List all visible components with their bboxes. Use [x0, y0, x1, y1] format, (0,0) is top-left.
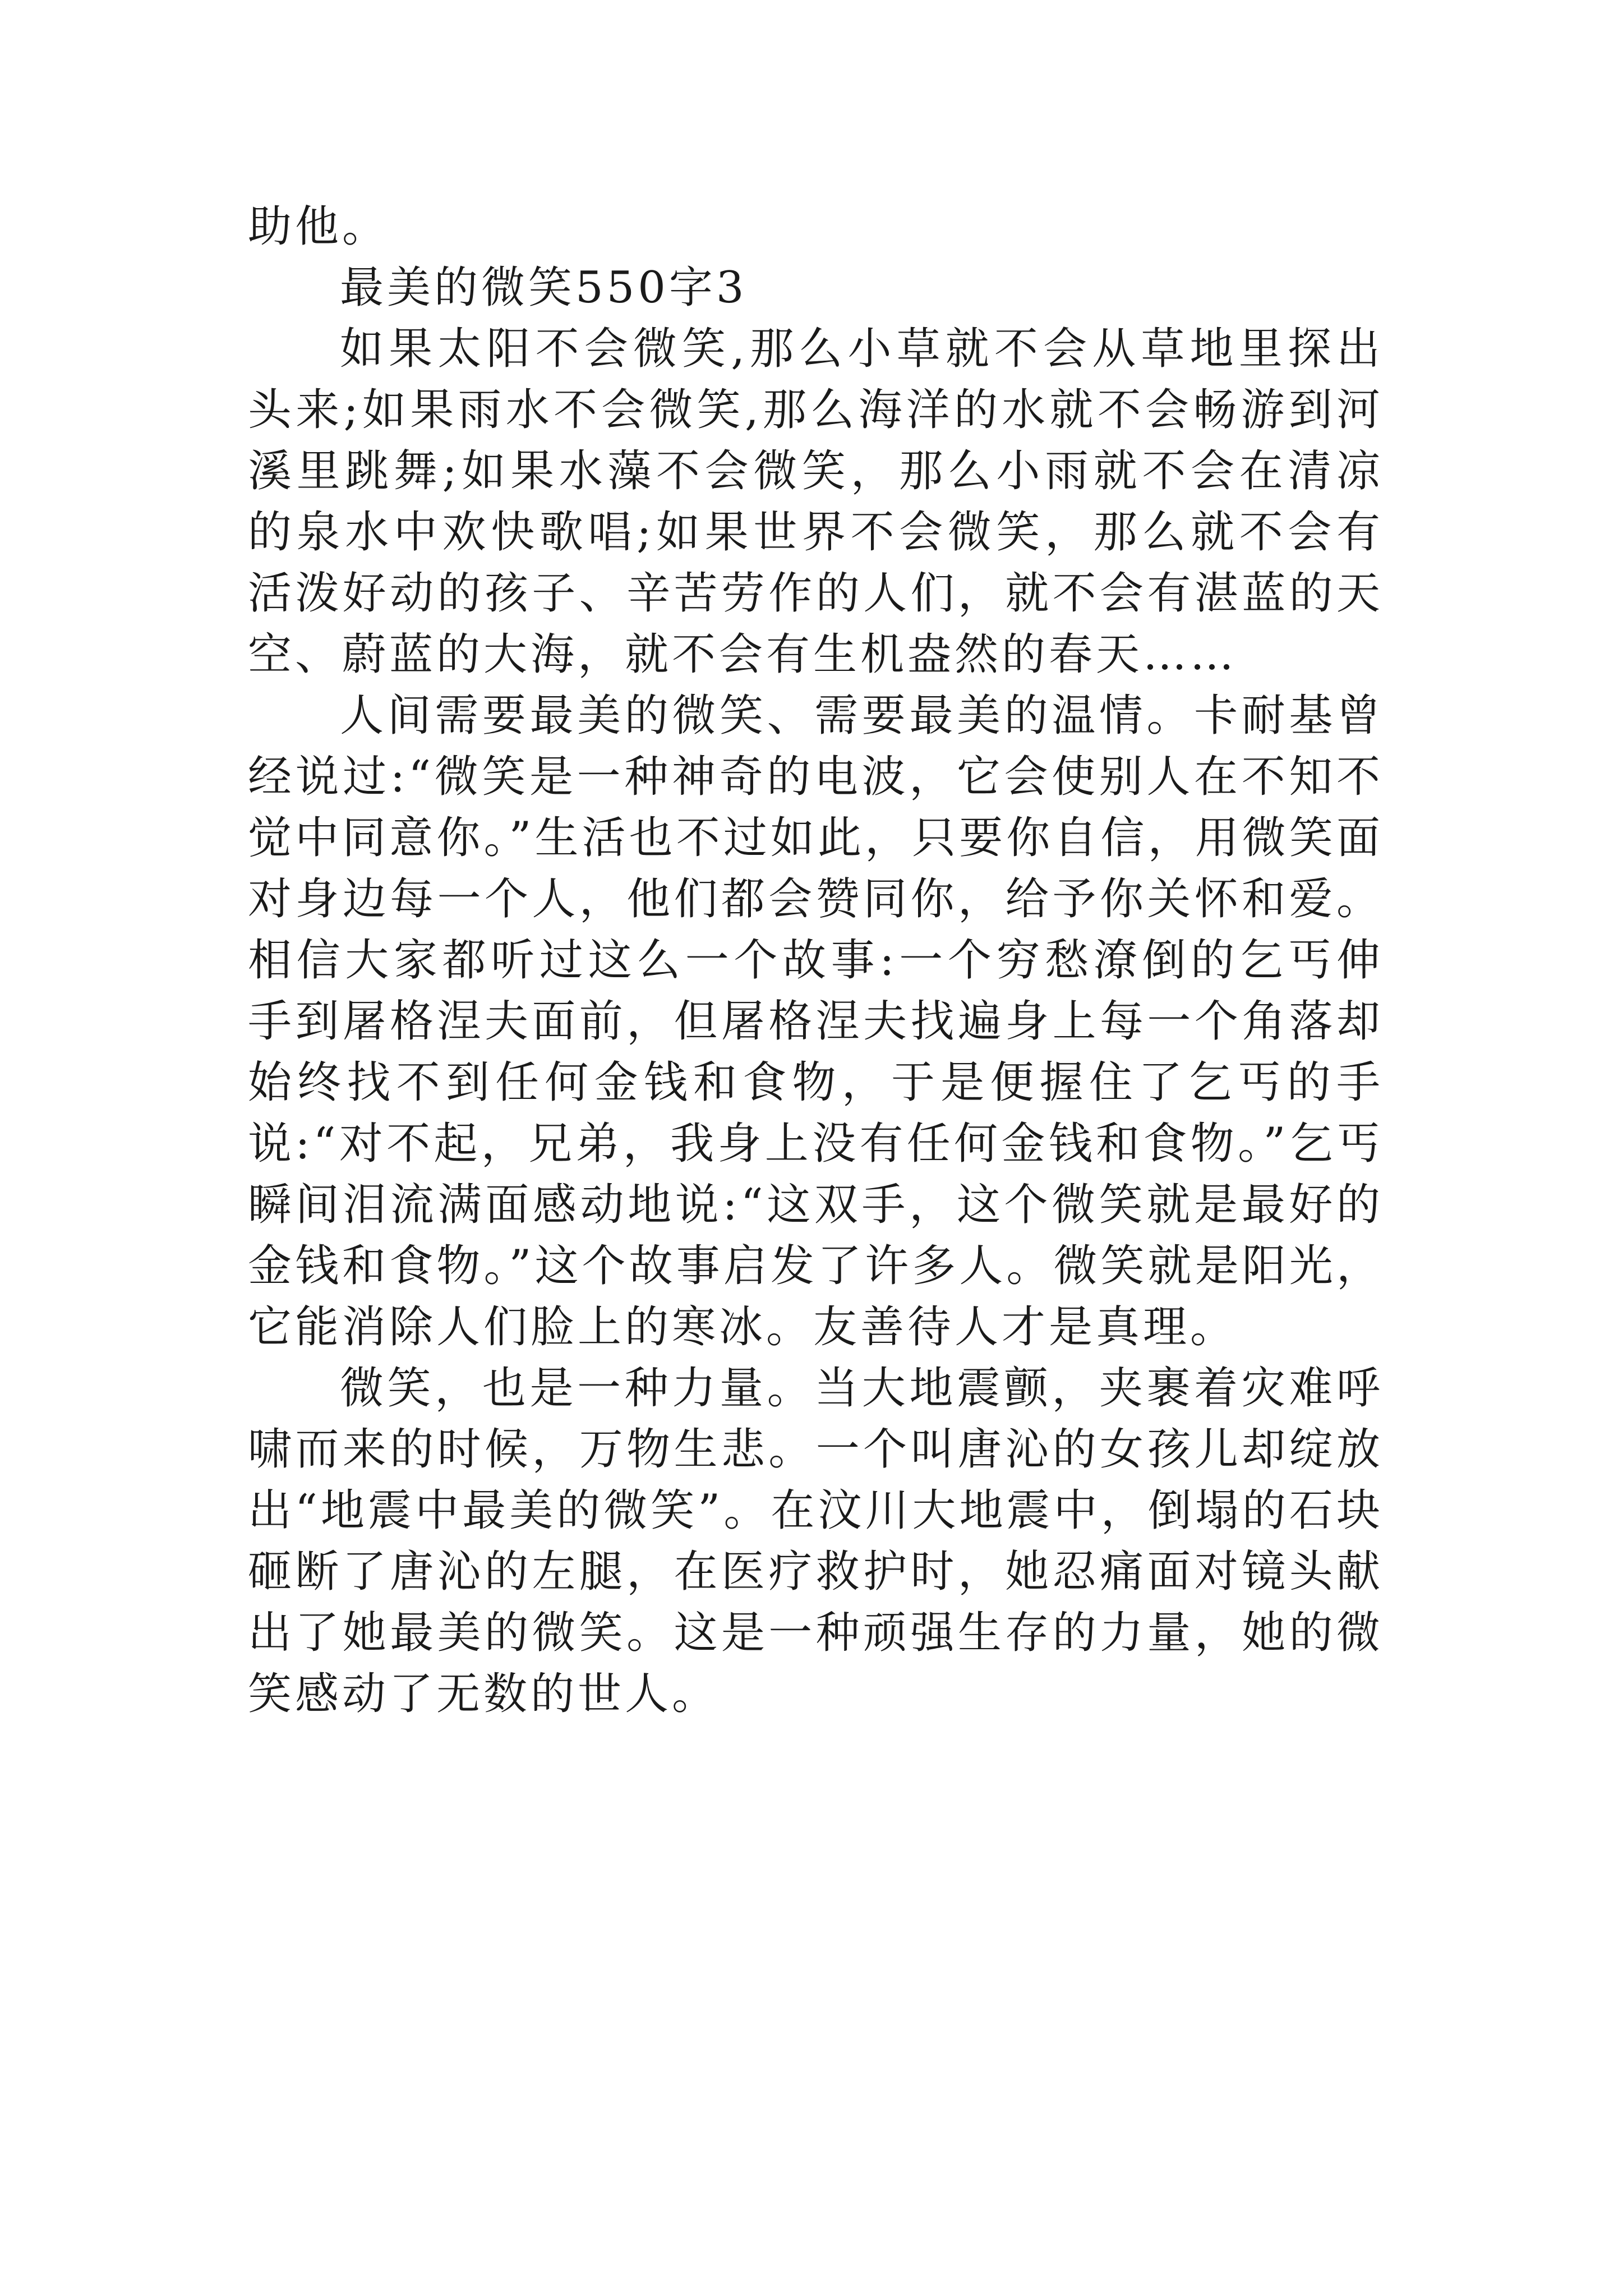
document-body	[248, 196, 1384, 1725]
paragraph-3: 微笑，也是一种力量。当大地震颤，夹裹着灾难呼啸而来的时候，万物生悲。一个叫唐沁的女孩儿却绽放出“地震中最美的微笑”。在汶川大地震中，倒塌的石块砸断了唐沁的左腿，在医疗救护时，她忍痛面对镜头献出了她最美的微笑。这是一种顽强生存的力量，她的微笑感动了无数的世人。	[248, 1363, 1384, 1719]
paragraph-2: 人间需要最美的微笑、需要最美的温情。卡耐基曾经说过:“微笑是一种神奇的电波，它会使别人在不知不觉中同意你。”生活也不过如此，只要你自信，用微笑面对身边每一个人，他们都会赞同你，给予你关怀和爱。相信大家都听过这么一个故事:一个穷愁潦倒的乞丐伸手到屠格涅夫面前，但屠格涅夫找遍身上每一个角落却始终找不到任何金钱和食物，于是便握住了乞丐的手说:“对不起，兄弟，我身上没有任何金钱和食物。”乞丐瞬间泪流满面感动地说:“这双手，这个微笑就是最好的金钱和食物。”这个故事启发了许多人。微笑就是阳光，它能消除人们脸上的寒冰。友善待人才是真理。	[248, 691, 1384, 1352]
continuation-line: 助他。	[248, 201, 390, 252]
paragraph-1: 如果太阳不会微笑,那么小草就不会从草地里探出头来;如果雨水不会微笑,那么海洋的水就不会畅游到河溪里跳舞;如果水藻不会微笑，那么小雨就不会在清凉的泉水中欢快歌唱;如果世界不会微笑，那么就不会有活泼好动的孩子、辛苦劳作的人们，就不会有湛蓝的天空、蔚蓝的大海，就不会有生机盎然的春天……	[248, 324, 1384, 680]
section-heading: 最美的微笑550字3	[340, 263, 748, 313]
